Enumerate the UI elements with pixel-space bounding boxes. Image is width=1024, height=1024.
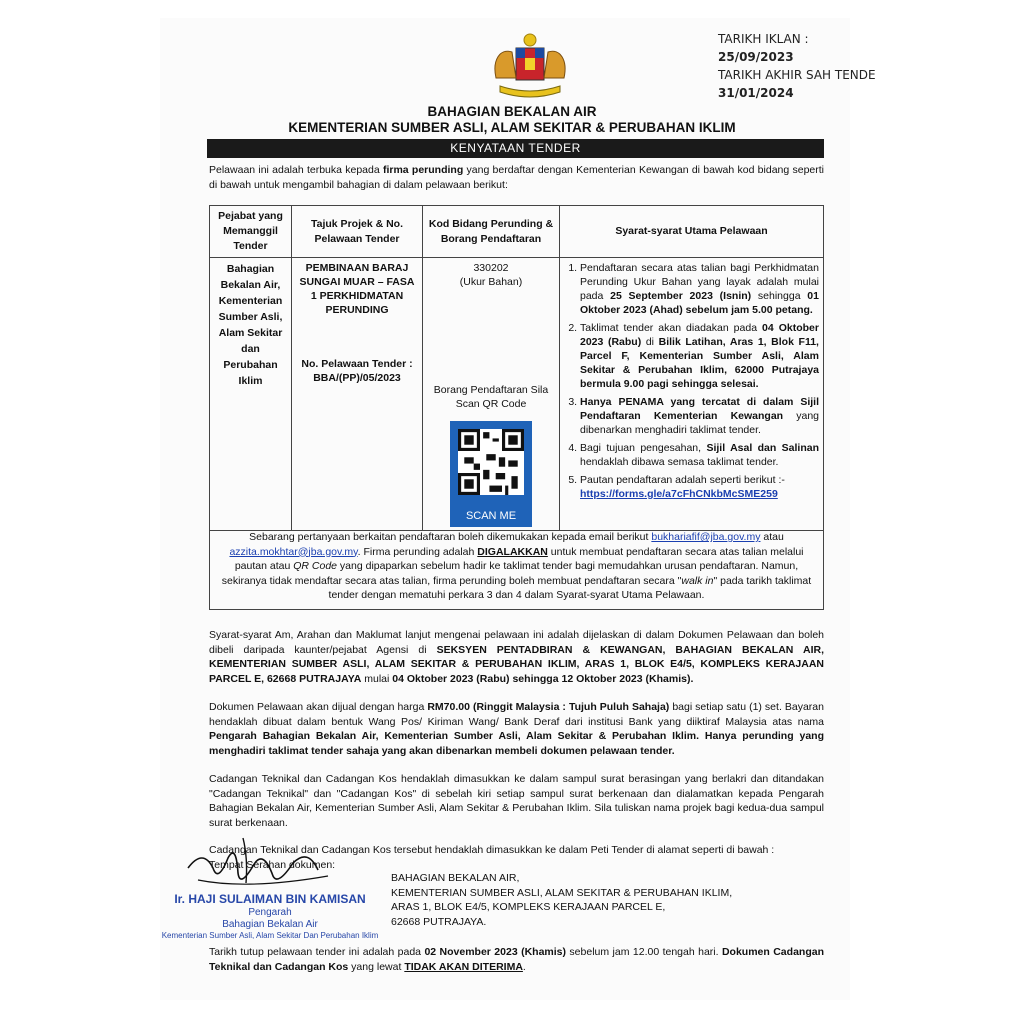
- paragraph-submission: Cadangan Teknikal dan Cadangan Kos tersebut hendaklah dimasukkan ke dalam Peti Tender di alamat seperti di bawah : Tempat Serahan dokumen:: [209, 844, 775, 871]
- project-title: PEMBINAAN BARAJ SUNGAI MUAR – FASA 1 PERKHIDMATAN PERUNDING: [299, 262, 415, 316]
- condition-item: 2. Taklimat tender akan diadakan pada 04 Oktober 2023 (Rabu) di Bilik Latihan, Aras 1, Blok F11, Parcel F, Kementerian Sumber Asli, Alam Sekitar & Perubahan Iklim, 62000 Putrajaya bermula 9.00 pagi sehingga selesai.: [580, 321, 819, 391]
- condition-item: 3. Hanya PENAMA yang tercatat di dalam Sijil Pendaftaran Kementerian Kewangan yang dibenarkan menghadiri taklimat tender.: [580, 395, 819, 437]
- conditions-cell: [560, 258, 824, 531]
- field-code-desc: (Ukur Bahan): [459, 276, 523, 288]
- email-link-2[interactable]: azzita.mokhtar@jba.gov.my: [229, 545, 358, 558]
- signatory-department: Bahagian Bekalan Air: [222, 919, 318, 930]
- email-link-1[interactable]: bukhariafif@jba.gov.my: [651, 531, 761, 543]
- registration-link[interactable]: https://forms.gle/a7cFhCNkbMcSME259: [580, 488, 778, 500]
- expiry-date-label: TARIKH AKHIR SAH TENDE: [718, 68, 876, 82]
- title-banner: KENYATAAN TENDER: [207, 139, 824, 158]
- paragraph-envelopes: Cadangan Teknikal dan Cadangan Kos hendaklah dimasukkan ke dalam sampul surat berasingan yang berlakri dan ditandakan "Cadangan Teknikal" dan "Cadangan Kos" di sebelah kiri setiap sampul surat berkenaan dan dialamatkan kepada Pengarah Bahagian Bekalan Air, Kementerian Sumber Asli, Alam Sekitar & Perubahan Iklim. Sila tuliskan nama projek bagi kedua-dua sampul surat berkenaan.: [209, 773, 824, 829]
- project-cell: [292, 258, 423, 531]
- submission-address: BAHAGIAN BEKALAN AIR, KEMENTERIAN SUMBER ASLI, ALAM SEKITAR & PERUBAHAN IKLIM, ARAS 1, BLOK E4/5, KOMPLEKS KERAJAAN PARCEL E, 62668 PUTRAJAYA.: [391, 872, 733, 928]
- code-cell: [423, 258, 560, 531]
- notice-dates: [718, 30, 876, 102]
- conditions-list: [564, 261, 819, 501]
- signatory-title: Pengarah: [248, 907, 292, 918]
- advert-date: 25/09/2023: [718, 50, 794, 64]
- signatory-ministry: Kementerian Sumber Asli, Alam Sekitar Dan Perubahan Iklim: [161, 931, 379, 940]
- office-cell: Bahagian Bekalan Air, Kementerian Sumber Asli, Alam Sekitar dan Perubahan Iklim: [210, 258, 292, 531]
- ministry-heading: KEMENTERIAN SUMBER ASLI, ALAM SEKITAR & PERUBAHAN IKLIM: [288, 120, 736, 135]
- enquiry-note: Sebarang pertanyaan berkaitan pendaftaran boleh dikemukakan kepada email berikut bukhariafif@jba.gov.my atau azzita.mokhtar@jba.gov.my. Firma perunding adalah DIGALAKKAN untuk membuat pendaftaran secara atas talian melalui pautan atau QR Code yang dipaparkan sebelum hadir ke taklimat tender bagi memudahkan urusan pendaftaran. Namun, sekiranya tidak mendaftar secara atas talian, firma perunding boleh membuat pendaftaran secara "walk in" pada tarikh taklimat tender dengan mematuhi perkara 3 dan 4 dalam Syarat-syarat Utama Pelawaan.: [209, 528, 824, 610]
- tender-no: BBA/(PP)/05/2023: [313, 372, 401, 384]
- registration-form-label: Borang Pendaftaran Sila Scan QR Code: [433, 384, 549, 410]
- paragraph-conditions: Syarat-syarat Am, Arahan dan Maklumat lanjut mengenai pelawaan ini adalah dijelaskan di dalam Dokumen Pelawaan dan boleh dibeli daripada kaunter/pejabat Agensi di SEKSYEN PENTADBIRAN & KEWANGAN, BAHAGIAN BEKALAN AIR, KEMENTERIAN SUMBER ASLI, ALAM SEKITAR & PERUBAHAN IKLIM, ARAS 1, BLOK E4/5, KOMPLEKS KERAJAAN PARCEL E, 62668 PUTRAJAYA mulai 04 Oktober 2023 (Rabu) sehingga 12 Oktober 2023 (Khamis).: [209, 629, 824, 685]
- qr-code[interactable]: [450, 421, 532, 527]
- header-conditions: Syarat-syarat Utama Pelawaan: [560, 206, 824, 258]
- table-header-row: [210, 206, 824, 258]
- paragraph-closing-date: Tarikh tutup pelawaan tender ini adalah pada 02 November 2023 (Khamis) sebelum jam 12.00 tengah hari. Dokumen Cadangan Teknikal dan Cadangan Kos yang lewat TIDAK AKAN DITERIMA.: [209, 946, 824, 973]
- header-office: Pejabat yang Memanggil Tender: [210, 206, 292, 258]
- handwritten-signature-icon: [158, 828, 378, 948]
- scan-me-label: SCAN ME: [465, 510, 517, 522]
- field-code: 330202: [473, 262, 509, 274]
- tender-table: [209, 205, 824, 531]
- malaysia-coat-of-arms-icon: [482, 30, 578, 102]
- header-code: Kod Bidang Perunding & Borang Pendaftaran: [423, 206, 560, 258]
- condition-item: 4. Bagi tujuan pengesahan, Sijil Asal dan Salinan hendaklah dibawa semasa taklimat tender.: [580, 441, 819, 469]
- expiry-date: 31/01/2024: [718, 86, 794, 100]
- intro-paragraph: Pelawaan ini adalah terbuka kepada firma perunding yang berdaftar dengan Kementerian Kewangan di bawah kod bidang seperti di bawah untuk mengambil bahagian di dalam pelawaan berikut:: [209, 164, 824, 191]
- table-row: [210, 258, 824, 531]
- header-project: Tajuk Projek & No. Pelawaan Tender: [292, 206, 423, 258]
- qr-pattern-icon: [458, 429, 524, 495]
- paragraph-price: Dokumen Pelawaan akan dijual dengan harga RM70.00 (Ringgit Malaysia : Tujuh Puluh Sahaja) bagi setiap satu (1) set. Bayaran hendaklah dibuat dalam bentuk Wang Pos/ Kiriman Wang/ Bank Deraf dari institusi Bank yang diiktiraf Malaysia atas nama Pengarah Bahagian Bekalan Air, Kementerian Sumber Asli, Alam Sekitar & Perubahan Iklim. Hanya perunding yang menghadiri taklimat tender sahaja yang akan dibenarkan membeli dokumen pelawaan tender.: [209, 701, 824, 757]
- tender-no-label: No. Pelawaan Tender :: [301, 358, 413, 370]
- department-heading: BAHAGIAN BEKALAN AIR: [427, 104, 597, 119]
- condition-item: 1. Pendaftaran secara atas talian bagi Perkhidmatan Perunding Ukur Bahan yang layak adalah mulai pada 25 September 2023 (Isnin) sehingga 01 Oktober 2023 (Ahad) sebelum jam 5.00 petang.: [580, 261, 819, 317]
- signatory-name: Ir. HAJI SULAIMAN BIN KAMISAN: [174, 892, 366, 906]
- condition-item: 5. Pautan pendaftaran adalah seperti berikut :- https://forms.gle/a7cFhCNkbMcSME259: [580, 473, 819, 501]
- advert-date-label: TARIKH IKLAN :: [718, 32, 809, 46]
